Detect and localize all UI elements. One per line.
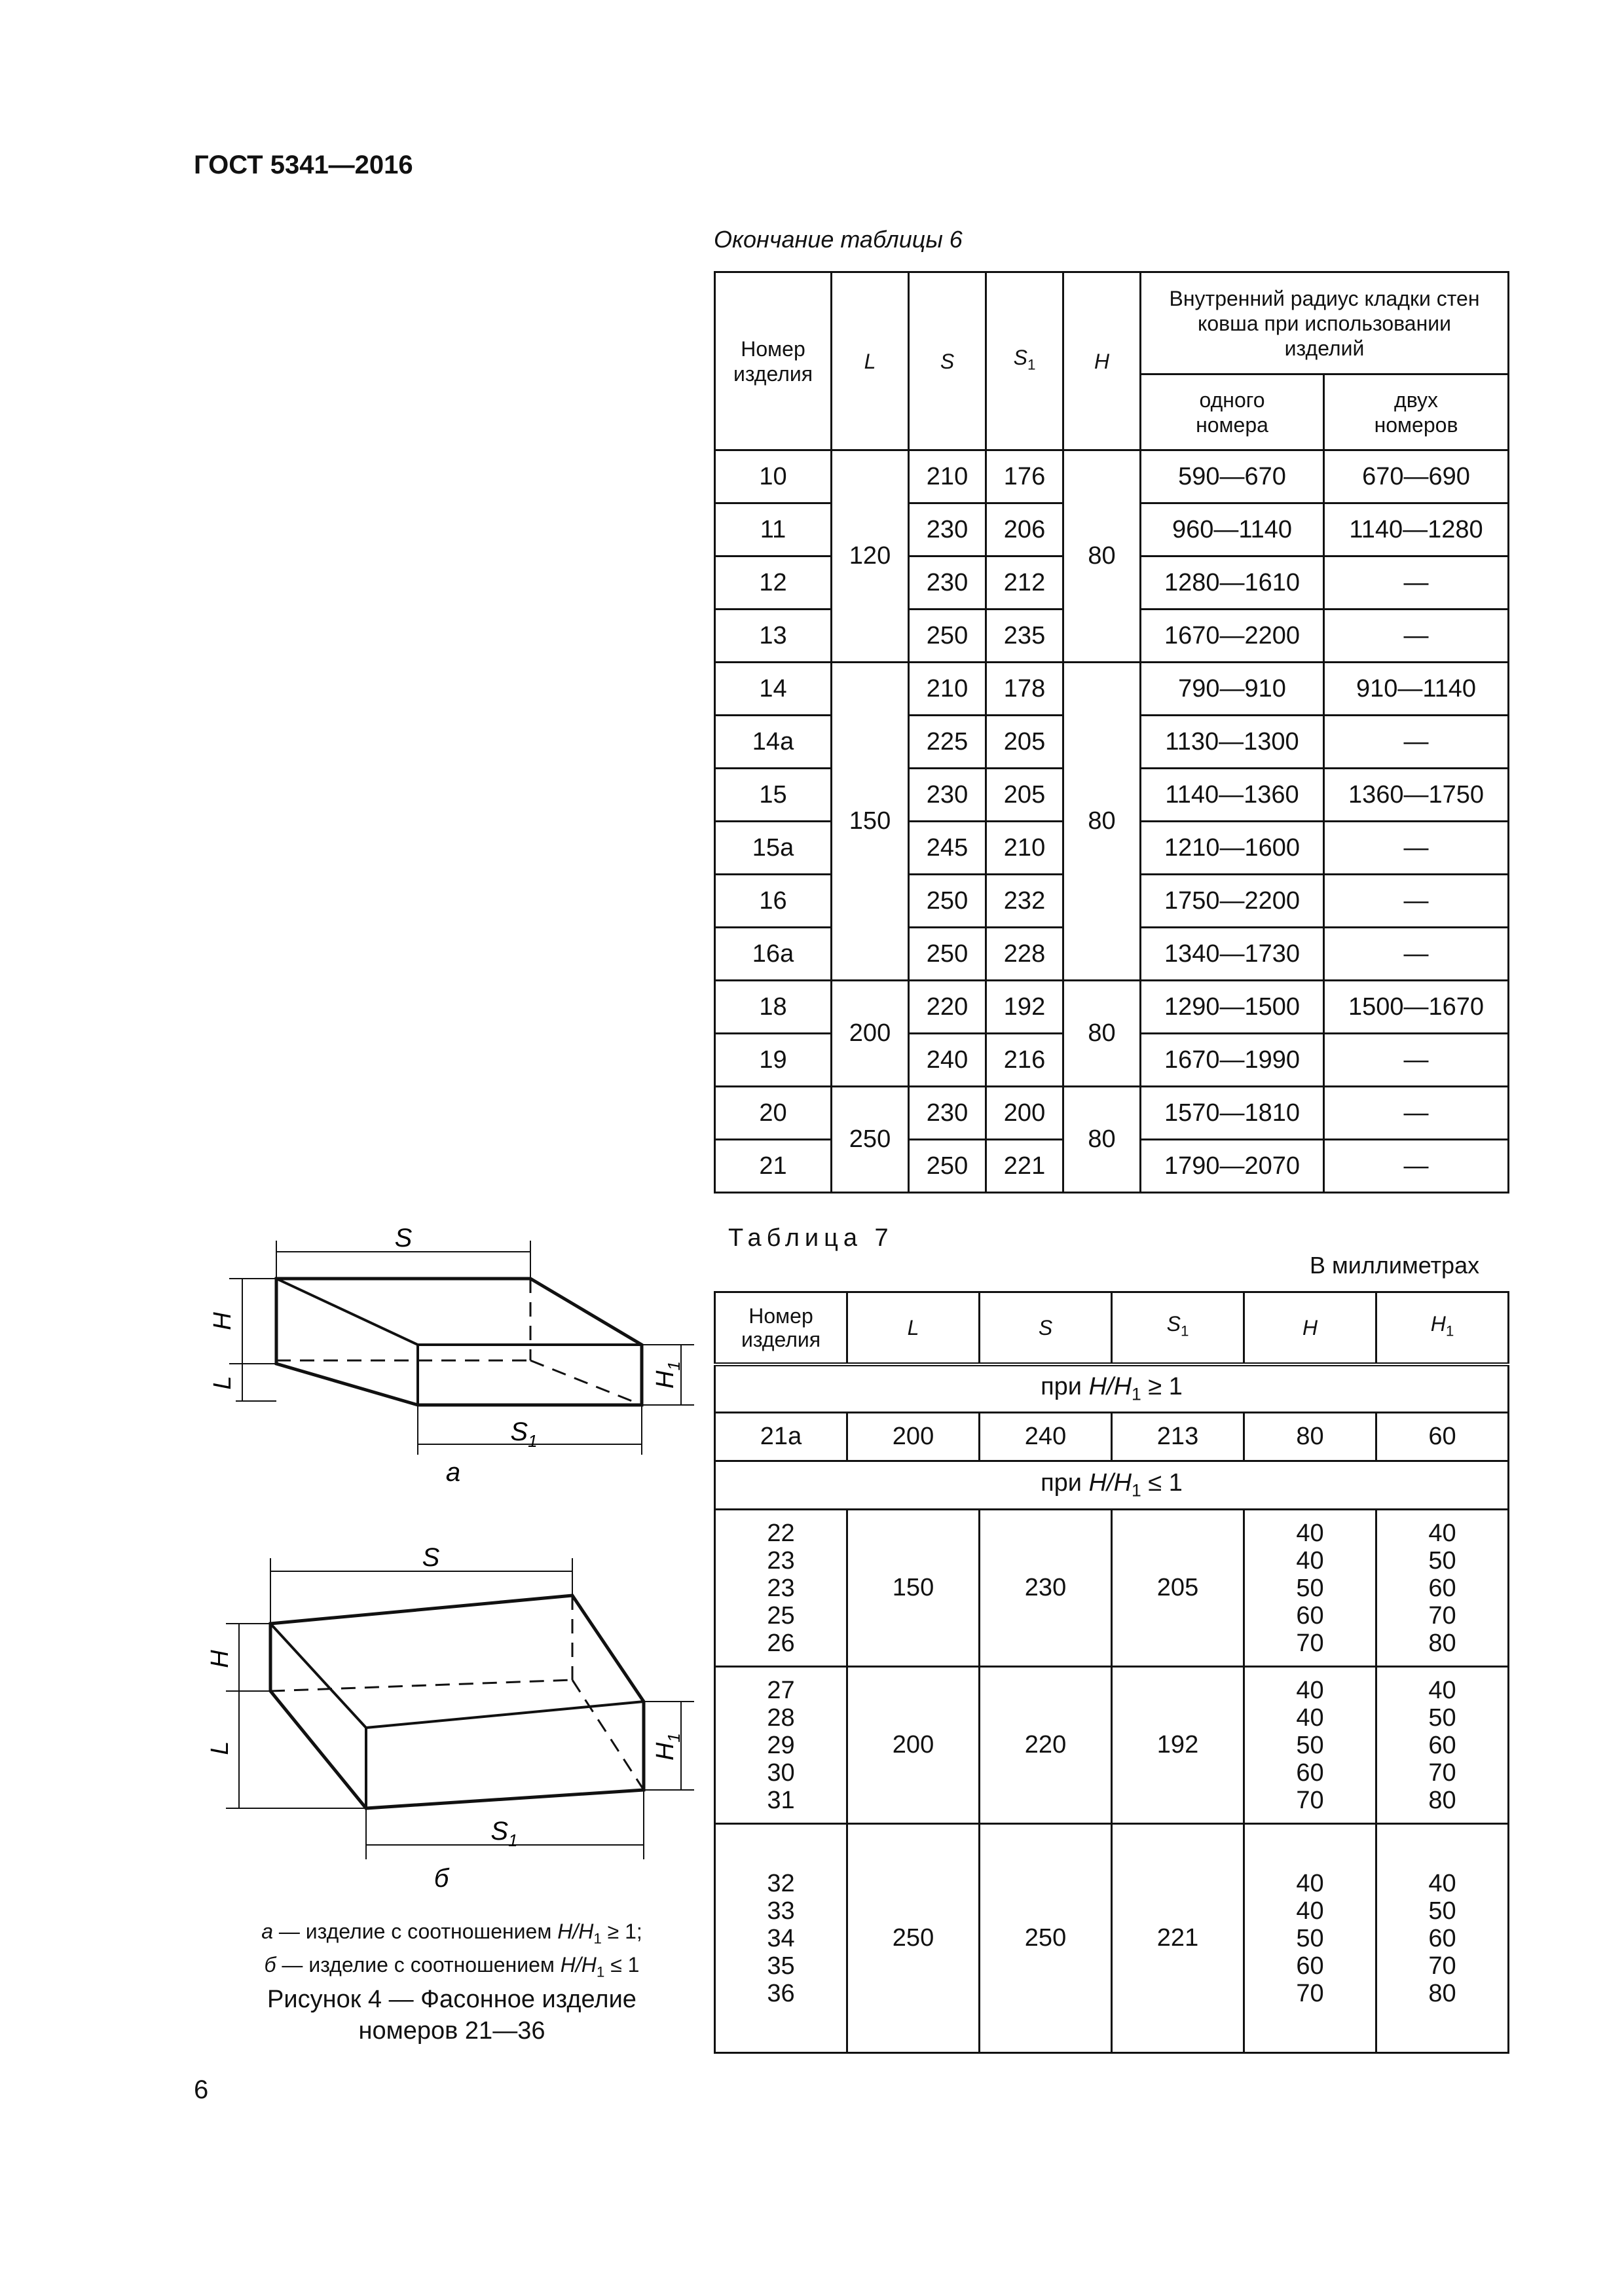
- table7-value: 80: [1428, 1979, 1456, 2007]
- table7-cell-S1: 221: [1112, 1824, 1244, 2053]
- table6-cell-n: 18: [715, 981, 832, 1034]
- table6-cell-r1: 1130—1300: [1141, 716, 1324, 769]
- table6-cell-r2: —: [1324, 1140, 1509, 1193]
- table6-cell-n: 21: [715, 1140, 832, 1193]
- table6-row: [715, 1087, 1509, 1140]
- header-radius: Внутренний радиус кладки стен ковша при использовании изделий: [1141, 272, 1509, 374]
- header-S1: $S_1$: [986, 272, 1063, 450]
- table7-value: 40: [1428, 1869, 1456, 1897]
- table6-row: [715, 981, 1509, 1034]
- table7-value: 27: [767, 1676, 795, 1704]
- table6-cell-L: 150: [832, 663, 909, 981]
- table7-value: 50: [1428, 1897, 1456, 1925]
- table7-value: 40: [1428, 1676, 1456, 1704]
- page-number: 6: [194, 2075, 209, 2104]
- table7-group-row: [715, 1510, 1509, 1667]
- table6-cell-S: 245: [909, 822, 986, 875]
- table7-value: 50: [1428, 1704, 1456, 1732]
- figure-notes: [216, 1918, 688, 1986]
- table6-cell-r2: 1500—1670: [1324, 981, 1509, 1034]
- table7-value: 60: [1428, 1924, 1456, 1952]
- table6-cell-r1: 960—1140: [1141, 503, 1324, 556]
- table7-value: 25: [767, 1601, 795, 1630]
- t7-header-S: S: [980, 1292, 1112, 1364]
- table7-value: 70: [1296, 1786, 1324, 1814]
- table6-cell-S: 250: [909, 610, 986, 663]
- header-S: S: [909, 272, 986, 450]
- t7-cell: 60: [1376, 1413, 1509, 1461]
- table7-value: 23: [767, 1574, 795, 1602]
- table6-cell-r2: —: [1324, 875, 1509, 928]
- table7-cell-n: [715, 1667, 847, 1824]
- table6-cell-S: 230: [909, 556, 986, 610]
- table6-cell-S1: 235: [986, 610, 1063, 663]
- table6-cell-S: 230: [909, 769, 986, 822]
- table6-cell-r1: 1210—1600: [1141, 822, 1324, 875]
- t7-row-21a: [715, 1413, 1509, 1461]
- table6-cell-L: 200: [832, 981, 909, 1087]
- figure-a-caption: а: [445, 1458, 461, 1487]
- table6-body: [715, 450, 1509, 1193]
- table6-cell-S1: 205: [986, 716, 1063, 769]
- table7-value: 60: [1296, 1601, 1324, 1630]
- table7-cell-S1: 192: [1112, 1667, 1244, 1824]
- table6-cell-S: 210: [909, 663, 986, 716]
- table6-cell-S: 250: [909, 928, 986, 981]
- header-L: L: [832, 272, 909, 450]
- table6-cell-S1: 178: [986, 663, 1063, 716]
- table6-row: [715, 663, 1509, 716]
- figure-caption: Рисунок 4 — Фасонное изделие номеров 21—36: [267, 1986, 637, 2045]
- t7-cell: 21а: [715, 1413, 847, 1461]
- table7-value: 28: [767, 1704, 795, 1732]
- table6-cell-n: 11: [715, 503, 832, 556]
- figure-note-a: а — изделие с соотношением $H/H_1 \ge 1$;: [261, 1920, 642, 1947]
- table6-cell-S1: 216: [986, 1034, 1063, 1087]
- t7-header-H: H: [1244, 1292, 1376, 1364]
- table6-cell-S1: 210: [986, 822, 1063, 875]
- table6-cell-r1: 1280—1610: [1141, 556, 1324, 610]
- table6-cell-r1: 1140—1360: [1141, 769, 1324, 822]
- table6-cell-r2: —: [1324, 716, 1509, 769]
- table6-cell-S1: 212: [986, 556, 1063, 610]
- table6-cell-r2: —: [1324, 822, 1509, 875]
- t7-cell: 200: [847, 1413, 980, 1461]
- table6-cell-S1: 228: [986, 928, 1063, 981]
- table7-value: 36: [767, 1979, 795, 2007]
- t7-section-le: при $H/H_1 \le 1$: [715, 1461, 1509, 1510]
- table6-cell-S1: 176: [986, 450, 1063, 503]
- table7-value: 60: [1428, 1574, 1456, 1602]
- table6-cell-H: 80: [1063, 450, 1141, 663]
- table6-cell-S1: 205: [986, 769, 1063, 822]
- table7-value: 50: [1296, 1731, 1324, 1759]
- table6-cell-r1: 1290—1500: [1141, 981, 1324, 1034]
- figure-a-label-S: S: [394, 1224, 413, 1252]
- table7-value: 26: [767, 1629, 795, 1657]
- table7-cell-S: 250: [980, 1824, 1112, 2053]
- t7-cell: 213: [1112, 1413, 1244, 1461]
- table7-value: 40: [1296, 1704, 1324, 1732]
- table6-cell-r2: —: [1324, 610, 1509, 663]
- table6-cell-n: 13: [715, 610, 832, 663]
- table7-value: 40: [1428, 1519, 1456, 1547]
- table7-value: 70: [1428, 1952, 1456, 1980]
- table7-cell-n: [715, 1510, 847, 1667]
- table6-cell-r2: —: [1324, 1034, 1509, 1087]
- table7-value: 80: [1428, 1786, 1456, 1814]
- table7-cell-H1: [1376, 1667, 1509, 1824]
- table6-cell-r2: —: [1324, 928, 1509, 981]
- table6-cell-n: 20: [715, 1087, 832, 1140]
- table7-value: 40: [1296, 1519, 1324, 1547]
- table7-title: Таблица 7: [728, 1224, 894, 1252]
- table7-value: 40: [1296, 1546, 1324, 1575]
- table6-cell-n: 16: [715, 875, 832, 928]
- table6-cell-n: 16а: [715, 928, 832, 981]
- figure-b-caption: б: [434, 1864, 449, 1893]
- table6-cell-S: 230: [909, 503, 986, 556]
- table7-cell-H1: [1376, 1824, 1509, 2053]
- figure-a-label-H1: $H_1$: [652, 1361, 684, 1389]
- table7-value: 30: [767, 1758, 795, 1787]
- t7-header-S1: $S_1$: [1112, 1292, 1244, 1364]
- table7-value: 34: [767, 1924, 795, 1952]
- table7-value: 40: [1296, 1676, 1324, 1704]
- figure-a-label-L: L: [209, 1376, 236, 1390]
- t7-cell: 240: [980, 1413, 1112, 1461]
- table7-value: 60: [1428, 1731, 1456, 1759]
- table6-cell-r1: 1570—1810: [1141, 1087, 1324, 1140]
- table6-cell-n: 15: [715, 769, 832, 822]
- table7-group-row: [715, 1667, 1509, 1824]
- table6-cell-S: 250: [909, 875, 986, 928]
- header-two-numbers: двух номеров: [1324, 374, 1509, 450]
- table7-value: 50: [1296, 1924, 1324, 1952]
- figure-b-label-S: S: [422, 1543, 440, 1572]
- table7-cell-H: [1244, 1667, 1376, 1824]
- table6-cell-L: 250: [832, 1087, 909, 1193]
- figure-b-label-L: L: [206, 1741, 234, 1755]
- table6-cell-r2: 670—690: [1324, 450, 1509, 503]
- figure-a-label-H: H: [209, 1312, 236, 1330]
- header-H: H: [1063, 272, 1141, 450]
- table7-value: 31: [767, 1786, 795, 1814]
- table7-value: 70: [1428, 1758, 1456, 1787]
- table7-value: 32: [767, 1869, 795, 1897]
- table6-cell-n: 14: [715, 663, 832, 716]
- table6-cell-S: 230: [909, 1087, 986, 1140]
- table7-value: 35: [767, 1952, 795, 1980]
- table6-cell-S: 210: [909, 450, 986, 503]
- table6-cell-r1: 1670—1990: [1141, 1034, 1324, 1087]
- table7-cell-S1: 205: [1112, 1510, 1244, 1667]
- table7-cell-H: [1244, 1824, 1376, 2053]
- figure-a-label-S1: $S_1$: [510, 1417, 538, 1451]
- header-item-number: Номер изделия: [715, 272, 832, 450]
- table7-cell-S: 230: [980, 1510, 1112, 1667]
- t7-section-ge: при $H/H_1 \ge 1$: [715, 1364, 1509, 1413]
- table6-cell-r1: 590—670: [1141, 450, 1324, 503]
- table6-cell-L: 120: [832, 450, 909, 663]
- table6-cell-r2: 1140—1280: [1324, 503, 1509, 556]
- t7-header-H1: $H_1$: [1376, 1292, 1509, 1364]
- table7: [714, 1291, 1509, 2054]
- table6-cell-S: 240: [909, 1034, 986, 1087]
- table7-value: 70: [1296, 1979, 1324, 2007]
- table6-row: [715, 450, 1509, 503]
- table7-value: 23: [767, 1546, 795, 1575]
- table7-value: 60: [1296, 1952, 1324, 1980]
- table6-cell-H: 80: [1063, 663, 1141, 981]
- table7-cell-H1: [1376, 1510, 1509, 1667]
- t7-cell: 80: [1244, 1413, 1376, 1461]
- table6-cell-r1: 790—910: [1141, 663, 1324, 716]
- table7-value: 50: [1428, 1546, 1456, 1575]
- table7-value: 29: [767, 1731, 795, 1759]
- table6: [714, 271, 1509, 1194]
- table6-cell-S1: 206: [986, 503, 1063, 556]
- table7-value: 60: [1296, 1758, 1324, 1787]
- table7-value: 70: [1296, 1629, 1324, 1657]
- table7-unit: В миллиметрах: [1310, 1252, 1480, 1279]
- document-header: ГОСТ 5341—2016: [194, 151, 413, 179]
- table7-cell-n: [715, 1824, 847, 2053]
- table6-cell-H: 80: [1063, 981, 1141, 1087]
- table6-cell-H: 80: [1063, 1087, 1141, 1193]
- table6-cell-r2: 1360—1750: [1324, 769, 1509, 822]
- header-one-number: одного номера: [1141, 374, 1324, 450]
- table6-cell-n: 10: [715, 450, 832, 503]
- table6-cell-r1: 1670—2200: [1141, 610, 1324, 663]
- table6-cell-S1: 192: [986, 981, 1063, 1034]
- table6-cell-S1: 200: [986, 1087, 1063, 1140]
- table7-value: 70: [1428, 1601, 1456, 1630]
- table6-cell-S: 225: [909, 716, 986, 769]
- table6-cell-r2: 910—1140: [1324, 663, 1509, 716]
- figure-a-drawing: [196, 1218, 694, 1493]
- figure-b-label-H1: $H_1$: [652, 1733, 684, 1760]
- table6-cell-n: 19: [715, 1034, 832, 1087]
- table7-cell-S: 220: [980, 1667, 1112, 1824]
- table6-cell-r1: 1790—2070: [1141, 1140, 1324, 1193]
- figure-b-label-H: H: [206, 1650, 234, 1668]
- table6-cell-S: 250: [909, 1140, 986, 1193]
- table6-cell-n: 14а: [715, 716, 832, 769]
- table7-cell-L: 200: [847, 1667, 980, 1824]
- table7-cell-H: [1244, 1510, 1376, 1667]
- table7-value: 50: [1296, 1574, 1324, 1602]
- t7-header-L: L: [847, 1292, 980, 1364]
- figure-b-drawing: [196, 1532, 694, 1899]
- figure-b-label-S1: $S_1$: [490, 1817, 518, 1850]
- t7-header-item: Номер изделия: [715, 1292, 847, 1364]
- table6-cell-r2: —: [1324, 556, 1509, 610]
- table7-value: 40: [1296, 1869, 1324, 1897]
- table6-cell-S: 220: [909, 981, 986, 1034]
- table6-cell-r1: 1750—2200: [1141, 875, 1324, 928]
- figure-note-b: б — изделие с соотношением $H/H_1 \le 1$: [264, 1953, 640, 1980]
- table6-cell-n: 12: [715, 556, 832, 610]
- table6-cell-S1: 221: [986, 1140, 1063, 1193]
- table6-caption: Окончание таблицы 6: [714, 226, 963, 253]
- table7-value: 22: [767, 1519, 795, 1547]
- table7-cell-L: 150: [847, 1510, 980, 1667]
- table6-cell-n: 15а: [715, 822, 832, 875]
- table7-value: 33: [767, 1897, 795, 1925]
- table7-group-row: [715, 1824, 1509, 2053]
- table7-cell-L: 250: [847, 1824, 980, 2053]
- table6-cell-S1: 232: [986, 875, 1063, 928]
- table7-body: [715, 1510, 1509, 2053]
- table6-cell-r2: —: [1324, 1087, 1509, 1140]
- table7-value: 40: [1296, 1897, 1324, 1925]
- table6-cell-r1: 1340—1730: [1141, 928, 1324, 981]
- table7-value: 80: [1428, 1629, 1456, 1657]
